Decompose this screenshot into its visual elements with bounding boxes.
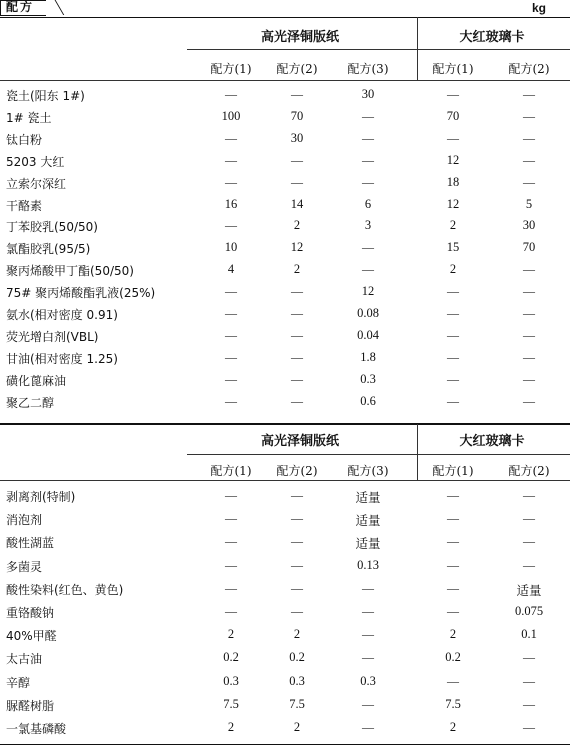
table-cell: — bbox=[523, 488, 535, 502]
row-label: 太古油 bbox=[6, 652, 43, 667]
table-cell: 0.08 bbox=[357, 306, 379, 320]
table-cell: 适量 bbox=[355, 514, 381, 529]
table-cell: — bbox=[291, 152, 303, 167]
table-cell: 2 bbox=[449, 627, 457, 642]
table-cell: — bbox=[523, 673, 535, 688]
table-cell: — bbox=[291, 327, 303, 342]
column-header: 配方(3) bbox=[347, 62, 389, 76]
row-label: 氯酯胶乳(95/5) bbox=[6, 242, 91, 257]
table-cell: — bbox=[447, 327, 459, 342]
table-cell: 适量 bbox=[516, 583, 542, 598]
table-cell: — bbox=[291, 393, 303, 408]
row-label: 5203 大红 bbox=[6, 154, 65, 169]
table-cell: — bbox=[291, 580, 303, 595]
group-underline bbox=[187, 454, 570, 455]
table-cell: 100 bbox=[221, 108, 241, 123]
table-cell: 7.5 bbox=[223, 696, 239, 711]
table-cell: — bbox=[447, 349, 459, 364]
table-cell: — bbox=[225, 371, 237, 386]
table-cell: 0.1 bbox=[521, 627, 537, 642]
table-cell: 70 bbox=[446, 108, 460, 123]
row-label: 甘油(相对密度 1.25) bbox=[6, 351, 118, 366]
table-cell: — bbox=[291, 174, 303, 189]
table-cell: 12 bbox=[290, 240, 304, 255]
table-cell: — bbox=[447, 604, 459, 618]
table-cell: — bbox=[362, 174, 374, 189]
table-cell: — bbox=[523, 152, 535, 167]
table-cell: — bbox=[362, 627, 374, 642]
table-cell: — bbox=[523, 327, 535, 342]
table-cell: — bbox=[523, 371, 535, 386]
column-header: 配方(2) bbox=[508, 62, 550, 76]
table-cell: 0.3 bbox=[223, 673, 239, 688]
table-cell: 0.6 bbox=[360, 393, 376, 408]
section-tab: 配方 bbox=[0, 0, 46, 16]
header-bottom-rule bbox=[0, 480, 570, 481]
table-cell: — bbox=[225, 284, 237, 299]
column-header: 配方(2) bbox=[508, 464, 550, 478]
table-cell: — bbox=[523, 393, 535, 408]
table-cell: 0.075 bbox=[514, 604, 544, 618]
table-cell: — bbox=[225, 580, 237, 595]
table-cell: 3 bbox=[364, 218, 372, 233]
table-cell: — bbox=[362, 130, 374, 145]
header-bottom-rule bbox=[0, 80, 570, 81]
table-cell: — bbox=[523, 262, 535, 277]
table-cell: — bbox=[291, 306, 303, 320]
table-cell: — bbox=[362, 604, 374, 618]
column-header: 配方(1) bbox=[210, 62, 252, 76]
table-cell: — bbox=[225, 557, 237, 572]
table-cell: — bbox=[523, 511, 535, 526]
table-cell: 70 bbox=[522, 240, 536, 255]
table-cell: — bbox=[362, 650, 374, 665]
row-label: 酸性染料(红色、黄色) bbox=[6, 582, 124, 597]
table-cell: — bbox=[523, 108, 535, 123]
table-cell: 2 bbox=[293, 627, 301, 642]
table-cell: 1.8 bbox=[360, 349, 376, 364]
table-cell: 12 bbox=[361, 284, 375, 299]
table-top-rule bbox=[0, 424, 570, 425]
table-cell: — bbox=[362, 720, 374, 734]
row-label: 酸性湖蓝 bbox=[6, 536, 55, 551]
table-cell: 2 bbox=[227, 627, 235, 642]
table-cell: 12 bbox=[446, 196, 460, 211]
group-underline bbox=[187, 49, 570, 50]
table-cell: — bbox=[523, 650, 535, 665]
row-label: 丁苯胶乳(50/50) bbox=[6, 220, 98, 235]
table-cell: 0.2 bbox=[289, 650, 305, 665]
table-cell: 5 bbox=[525, 196, 533, 211]
table-cell: — bbox=[291, 488, 303, 502]
table-cell: — bbox=[225, 218, 237, 233]
table-cell: 适量 bbox=[355, 491, 381, 505]
table-cell: — bbox=[225, 393, 237, 408]
row-label: 一氯基磷酸 bbox=[6, 722, 67, 736]
table-cell: — bbox=[291, 87, 303, 101]
row-label: 立索尔深红 bbox=[6, 176, 67, 191]
table-cell: — bbox=[225, 349, 237, 364]
table-cell: — bbox=[362, 240, 374, 255]
table-cell: — bbox=[291, 371, 303, 386]
column-header: 配方(1) bbox=[210, 464, 252, 478]
table-cell: — bbox=[447, 371, 459, 386]
column-header: 配方(1) bbox=[432, 62, 474, 76]
row-label: 荧光增白剂(VBL) bbox=[6, 329, 99, 344]
table-cell: — bbox=[362, 108, 374, 123]
table-cell: 2 bbox=[227, 720, 235, 734]
table-cell: — bbox=[447, 87, 459, 101]
table-cell: — bbox=[447, 511, 459, 526]
table-cell: — bbox=[225, 174, 237, 189]
table-cell: 30 bbox=[361, 87, 375, 101]
table-cell: — bbox=[523, 130, 535, 145]
table-cell: 2 bbox=[449, 218, 457, 233]
table-cell: — bbox=[447, 580, 459, 595]
table-cell: — bbox=[225, 306, 237, 320]
table-cell: — bbox=[362, 696, 374, 711]
column-header: 配方(1) bbox=[432, 464, 474, 478]
table-cell: 2 bbox=[449, 720, 457, 734]
table-cell: 适量 bbox=[355, 537, 381, 552]
column-header: 配方(2) bbox=[276, 62, 318, 76]
table-cell: — bbox=[225, 152, 237, 167]
table-cell: — bbox=[291, 557, 303, 572]
row-label: 干酪素 bbox=[6, 198, 43, 213]
table-cell: — bbox=[225, 130, 237, 145]
table-cell: 0.3 bbox=[360, 673, 376, 688]
table-cell: — bbox=[225, 511, 237, 526]
row-label: 氨水(相对密度 0.91) bbox=[6, 308, 118, 322]
table-cell: 16 bbox=[224, 196, 238, 211]
row-label: 40%甲醛 bbox=[6, 629, 57, 644]
row-label: 瓷土(阳东 1#) bbox=[6, 89, 85, 103]
row-label: 聚乙二醇 bbox=[6, 395, 55, 410]
row-label: 消泡剂 bbox=[6, 513, 43, 528]
table-bottom-rule bbox=[0, 744, 570, 745]
table-cell: — bbox=[225, 604, 237, 618]
table-cell: 2 bbox=[449, 262, 457, 277]
table-cell: 0.3 bbox=[360, 371, 376, 386]
table-cell: — bbox=[523, 284, 535, 299]
table-cell: 2 bbox=[293, 218, 301, 233]
table-cell: 7.5 bbox=[289, 696, 305, 711]
table-cell: — bbox=[447, 130, 459, 145]
table-cell: — bbox=[447, 534, 459, 549]
table-cell: — bbox=[523, 557, 535, 572]
table-cell: 4 bbox=[227, 262, 235, 277]
table-cell: 6 bbox=[364, 196, 372, 211]
table-cell: 0.13 bbox=[357, 557, 379, 572]
table-cell: 70 bbox=[290, 108, 304, 123]
table-cell: 2 bbox=[293, 720, 301, 734]
table-cell: 30 bbox=[522, 218, 536, 233]
table-cell: 0.04 bbox=[357, 327, 379, 342]
table-cell: 0.2 bbox=[223, 650, 239, 665]
row-label: 重铬酸钠 bbox=[6, 606, 55, 620]
table-cell: — bbox=[291, 349, 303, 364]
table-cell: 30 bbox=[290, 130, 304, 145]
table-cell: — bbox=[523, 696, 535, 711]
table-cell: 14 bbox=[290, 196, 304, 211]
row-label: 辛醇 bbox=[6, 675, 31, 690]
table-cell: 2 bbox=[293, 262, 301, 277]
row-label: 1# 瓷土 bbox=[6, 110, 52, 125]
group-header: 大红玻璃卡 bbox=[459, 434, 525, 449]
table-cell: — bbox=[447, 393, 459, 408]
table-cell: — bbox=[447, 284, 459, 299]
table-cell: — bbox=[225, 87, 237, 101]
table-cell: 0.3 bbox=[289, 673, 305, 688]
row-label: 脲醛树脂 bbox=[6, 698, 55, 713]
column-header: 配方(3) bbox=[347, 464, 389, 478]
table-cell: — bbox=[447, 488, 459, 502]
group-header: 大红玻璃卡 bbox=[459, 30, 525, 45]
table-cell: — bbox=[523, 720, 535, 734]
table-cell: — bbox=[362, 152, 374, 167]
table-cell: — bbox=[225, 327, 237, 342]
table-cell: 7.5 bbox=[445, 696, 461, 711]
table-cell: 10 bbox=[224, 240, 238, 255]
table-cell: — bbox=[523, 87, 535, 101]
table-cell: — bbox=[362, 262, 374, 277]
unit-label: kg bbox=[531, 1, 546, 15]
table-cell: — bbox=[523, 349, 535, 364]
row-label: 多菌灵 bbox=[6, 559, 43, 574]
column-header: 配方(2) bbox=[276, 464, 318, 478]
row-label: 聚丙烯酸甲丁酯(50/50) bbox=[6, 264, 134, 279]
table-cell: 18 bbox=[446, 174, 460, 189]
table-cell: — bbox=[523, 306, 535, 320]
table-cell: — bbox=[447, 557, 459, 572]
group-header: 高光泽铜版纸 bbox=[260, 30, 339, 45]
table-top-rule bbox=[0, 17, 570, 18]
table-cell: — bbox=[523, 534, 535, 549]
table-cell: — bbox=[362, 580, 374, 595]
table-cell: — bbox=[291, 604, 303, 618]
table-cell: 0.2 bbox=[445, 650, 461, 665]
table-cell: — bbox=[447, 306, 459, 320]
group-header: 高光泽铜版纸 bbox=[260, 434, 339, 449]
table-cell: 15 bbox=[446, 240, 460, 255]
row-label: 磺化蓖麻油 bbox=[6, 373, 67, 388]
table-cell: — bbox=[447, 673, 459, 688]
row-label: 剥离剂(特制) bbox=[6, 490, 76, 504]
row-label: 钛白粉 bbox=[6, 132, 43, 147]
table-cell: — bbox=[291, 534, 303, 549]
table-cell: — bbox=[225, 488, 237, 502]
table-cell: 12 bbox=[446, 152, 460, 167]
table-cell: — bbox=[291, 284, 303, 299]
table-cell: — bbox=[291, 511, 303, 526]
row-label: 75# 聚丙烯酸酯乳液(25%) bbox=[6, 286, 156, 301]
table-cell: — bbox=[225, 534, 237, 549]
table-cell: — bbox=[523, 174, 535, 189]
